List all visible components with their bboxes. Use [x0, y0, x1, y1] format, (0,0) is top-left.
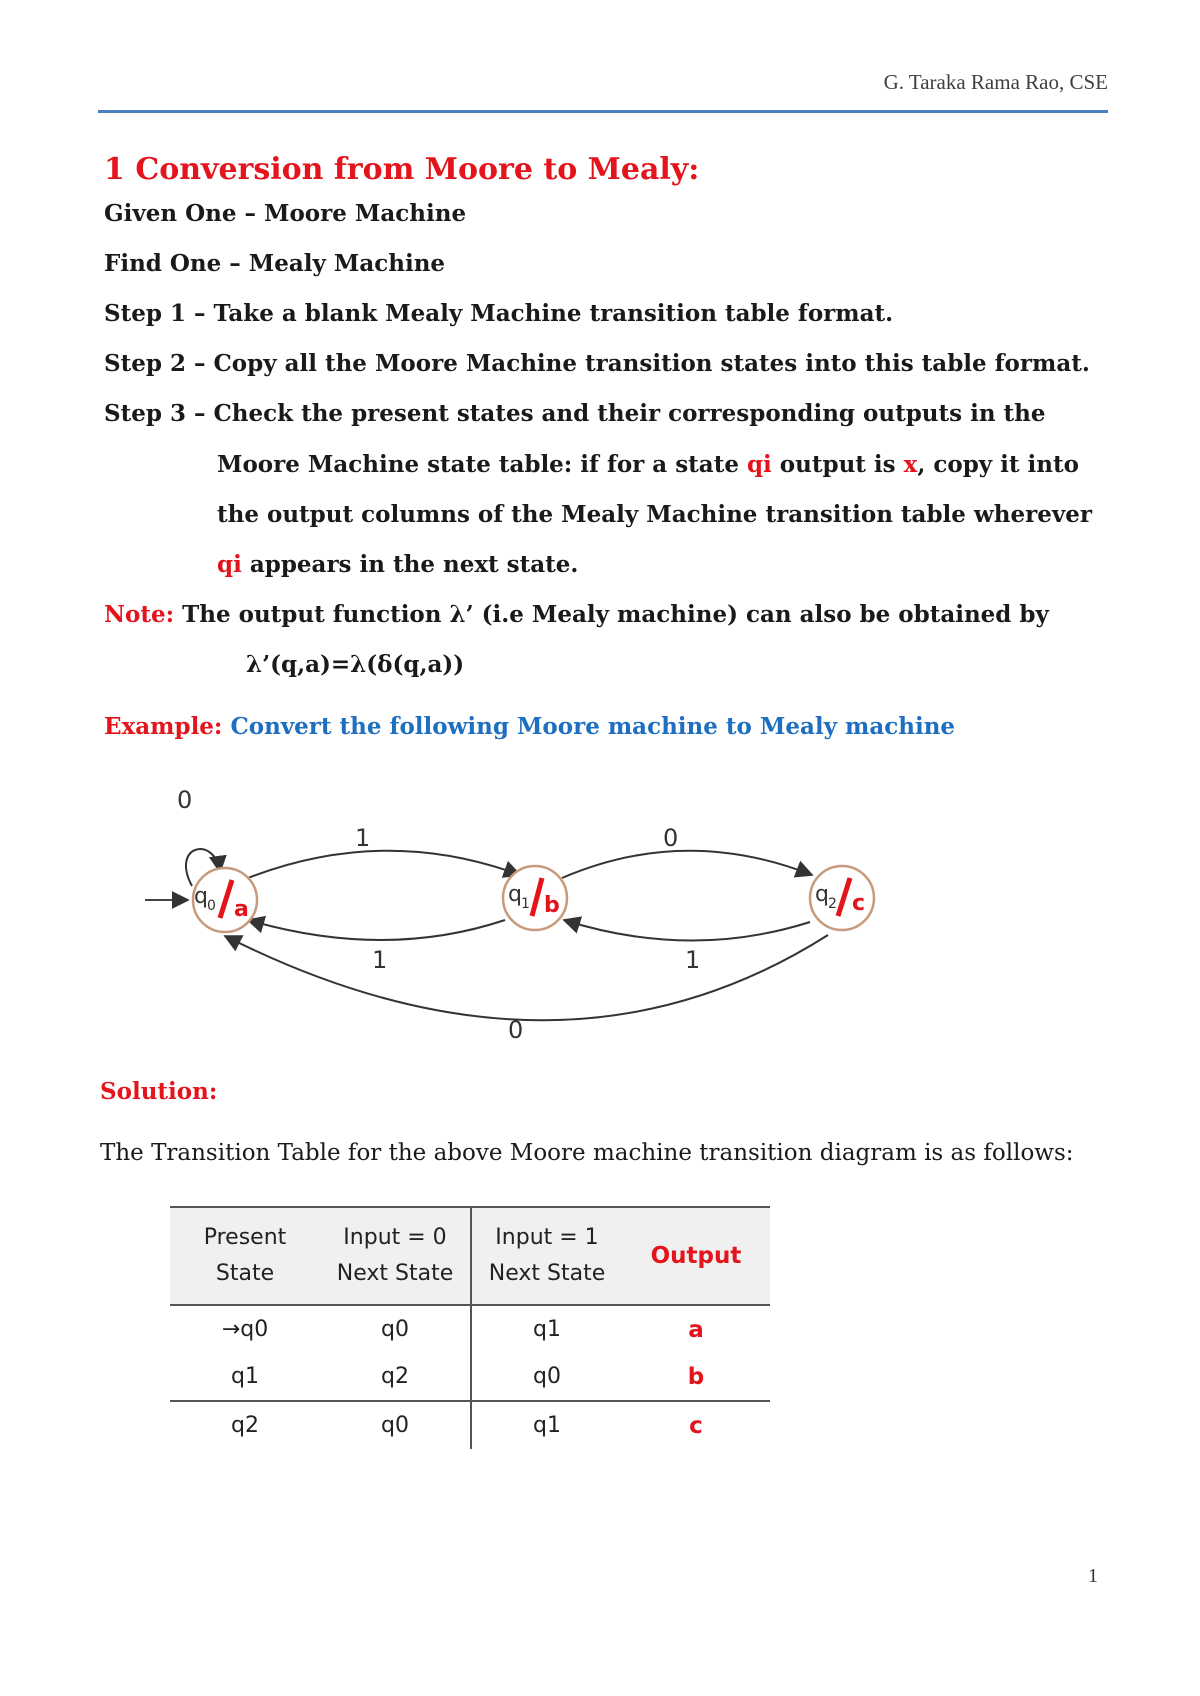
header-input-1 [471, 1207, 622, 1305]
header-output: Output [622, 1207, 770, 1305]
state-q0-sub: 0 [207, 898, 216, 914]
cell-output: c [689, 1412, 703, 1439]
section-title: 1 Conversion from Moore to Mealy: [104, 152, 700, 187]
header-author: G. Taraka Rama Rao, CSE [883, 70, 1108, 94]
step-1: Step 1 – Take a blank Mealy Machine transition table format. [104, 300, 894, 327]
cell-text: q0 [240, 1317, 269, 1342]
moore-state-diagram [130, 770, 890, 1050]
edge-q0-q1 [248, 851, 520, 878]
header-text: Next State [488, 1261, 606, 1286]
cell-present [170, 1305, 320, 1353]
table-header-row [170, 1207, 770, 1305]
state-q1-name: q [508, 882, 522, 907]
cell-output: b [622, 1353, 770, 1401]
state-q0-output: a [234, 897, 249, 922]
cell-input-1: q1 [471, 1401, 622, 1449]
cell-input-0: q2 [320, 1353, 471, 1401]
cell-input-0: q0 [381, 1413, 409, 1438]
start-arrow-icon: → [221, 1317, 241, 1342]
label-q2-q1: 1 [685, 946, 701, 974]
edge-q1-q2 [562, 851, 812, 878]
step-3-line-3: the output columns of the Mealy Machine transition table wherever [217, 501, 1092, 528]
edge-q2-q0 [225, 935, 828, 1020]
solution-label: Solution: [100, 1078, 218, 1105]
step-3-text: appears in the next state. [241, 551, 579, 578]
table-row [170, 1401, 770, 1449]
cell-present [170, 1353, 320, 1401]
qi-highlight: qi [217, 551, 242, 578]
page-number: 1 [1088, 1565, 1098, 1587]
table-row [170, 1305, 770, 1353]
table-intro: The Transition Table for the above Moore machine transition diagram is as follows: [100, 1140, 1074, 1166]
header-text: Next State [336, 1261, 454, 1286]
example-text: Convert the following Moore machine to Mealy machine [222, 713, 956, 740]
label-q0-q1: 1 [355, 824, 371, 852]
header-input-0 [320, 1207, 471, 1305]
given-line: Given One – Moore Machine [104, 200, 467, 227]
edge-q2-q1 [564, 920, 810, 941]
state-q2-sub: 2 [828, 896, 837, 912]
example-line [104, 713, 955, 740]
cell-input-1: q0 [471, 1353, 622, 1401]
step-3-line-1: Step 3 – Check the present states and their corresponding outputs in the [104, 400, 1046, 427]
step-3-text: output is [771, 451, 904, 478]
state-q2 [810, 866, 874, 930]
header-text: Input = 1 [495, 1225, 599, 1250]
step-3-text: Moore Machine state table: if for a state [217, 451, 747, 478]
formula: λ’(q,a)=λ(δ(q,a)) [246, 651, 465, 678]
state-q1 [503, 866, 567, 930]
find-line: Find One – Mealy Machine [104, 250, 446, 277]
header-text: Input = 0 [343, 1225, 447, 1250]
note-text: The output function λ’ (i.e Mealy machine) can also be obtained by [174, 601, 1049, 628]
note-label: Note: [104, 601, 175, 628]
step-3-text: , copy it into [917, 451, 1079, 478]
step-3-line-4 [217, 551, 578, 578]
table-row [170, 1353, 770, 1401]
note-line [104, 601, 1049, 628]
header-text: State [215, 1261, 275, 1286]
edge-q1-q0 [248, 920, 505, 940]
cell-input-0: q0 [381, 1317, 409, 1342]
state-q2-name: q [815, 882, 829, 907]
label-self-loop-q0: 0 [177, 786, 193, 814]
x-highlight: x [903, 451, 918, 478]
label-q1-q2: 0 [663, 824, 679, 852]
step-3-line-2 [217, 451, 1079, 478]
state-q0-name: q [194, 884, 208, 909]
label-q2-q0: 0 [508, 1016, 524, 1044]
header-text: Present [203, 1225, 287, 1250]
example-label: Example: [104, 713, 223, 740]
cell-text: q2 [231, 1413, 259, 1438]
header-present-state [170, 1207, 320, 1305]
state-q2-output: c [852, 891, 866, 916]
cell-output: a [688, 1316, 704, 1343]
state-q0 [193, 868, 257, 932]
state-q1-output: b [544, 893, 560, 918]
step-2: Step 2 – Copy all the Moore Machine transition states into this table format. [104, 350, 1090, 377]
state-q1-sub: 1 [521, 896, 530, 912]
cell-text: q1 [231, 1364, 259, 1389]
cell-present [170, 1401, 320, 1449]
header-rule [98, 110, 1108, 113]
label-q1-q0: 1 [372, 946, 388, 974]
cell-input-1: q1 [471, 1305, 622, 1353]
transition-table [170, 1206, 770, 1449]
qi-highlight: qi [746, 451, 772, 478]
